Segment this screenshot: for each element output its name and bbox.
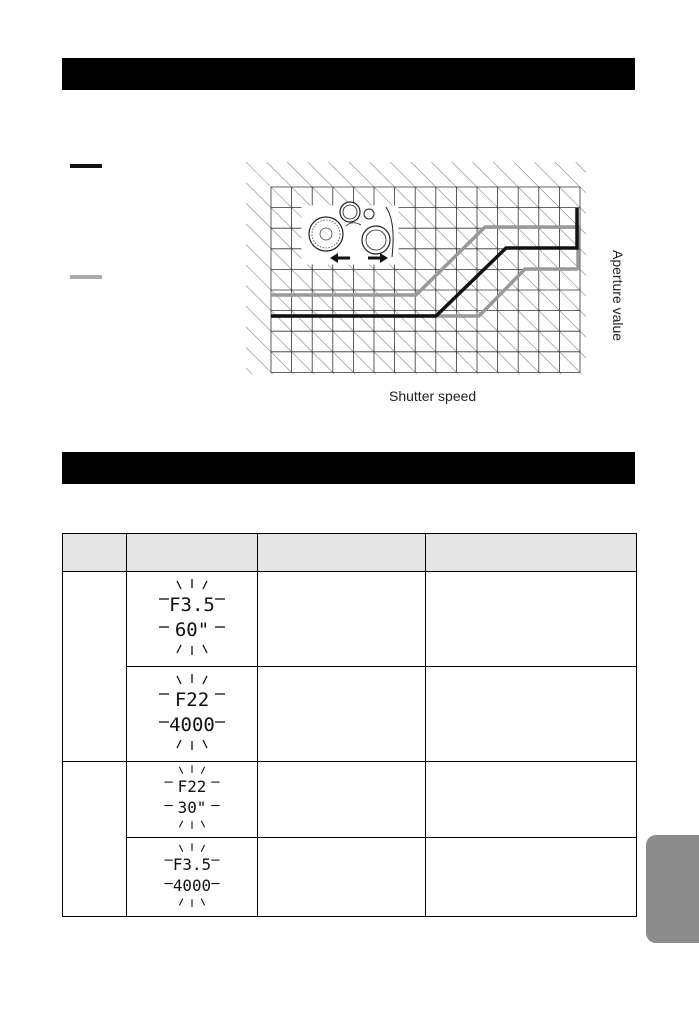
table-cell (127, 762, 258, 838)
table-cell (258, 667, 426, 762)
lcd-blinking-display (147, 575, 237, 661)
lcd-blinking-display (147, 762, 237, 834)
table-row (63, 838, 637, 917)
warning-table (62, 533, 637, 917)
legend-line-black (70, 164, 102, 168)
lcd-blinking-display (147, 670, 237, 756)
table-cell (426, 572, 637, 667)
lcd-shutter-value: 60" (174, 618, 210, 641)
section-header-bar (62, 58, 635, 90)
program-line-gray-b (271, 269, 578, 316)
table-cell (127, 572, 258, 667)
lcd-aperture-value: F22 (177, 777, 207, 797)
legend-line-gray (70, 275, 102, 279)
table-cell (63, 572, 127, 762)
lcd-aperture-value: F22 (174, 688, 210, 711)
y-axis-label: Aperture value (610, 250, 626, 342)
table-cell (258, 572, 426, 667)
camera-dial-illustration (302, 202, 398, 264)
table-cell (426, 762, 637, 838)
table-cell (258, 762, 426, 838)
program-graph (246, 162, 586, 374)
lcd-shutter-value: 30" (177, 798, 207, 818)
lcd-shutter-value: 4000 (172, 875, 212, 895)
chapter-tab (646, 835, 699, 943)
table-header-cell (258, 534, 426, 572)
table-cell (127, 667, 258, 762)
table-row (63, 667, 637, 762)
table-header-cell (426, 534, 637, 572)
x-axis-label: Shutter speed (389, 388, 477, 404)
table-cell (63, 762, 127, 917)
lcd-shutter-value: 4000 (169, 713, 215, 736)
lcd-aperture-value: F3.5 (172, 854, 212, 874)
section-header-bar (62, 452, 635, 484)
table-cell (426, 838, 637, 917)
table-cell (127, 838, 258, 917)
table-header-cell (127, 534, 258, 572)
table-row (63, 762, 637, 838)
table-header-row (63, 534, 637, 572)
table-row (63, 572, 637, 667)
table-header-cell (63, 534, 127, 572)
lcd-blinking-display (147, 840, 237, 912)
table-cell (258, 838, 426, 917)
lcd-aperture-value: F3.5 (169, 593, 215, 616)
table-cell (426, 667, 637, 762)
